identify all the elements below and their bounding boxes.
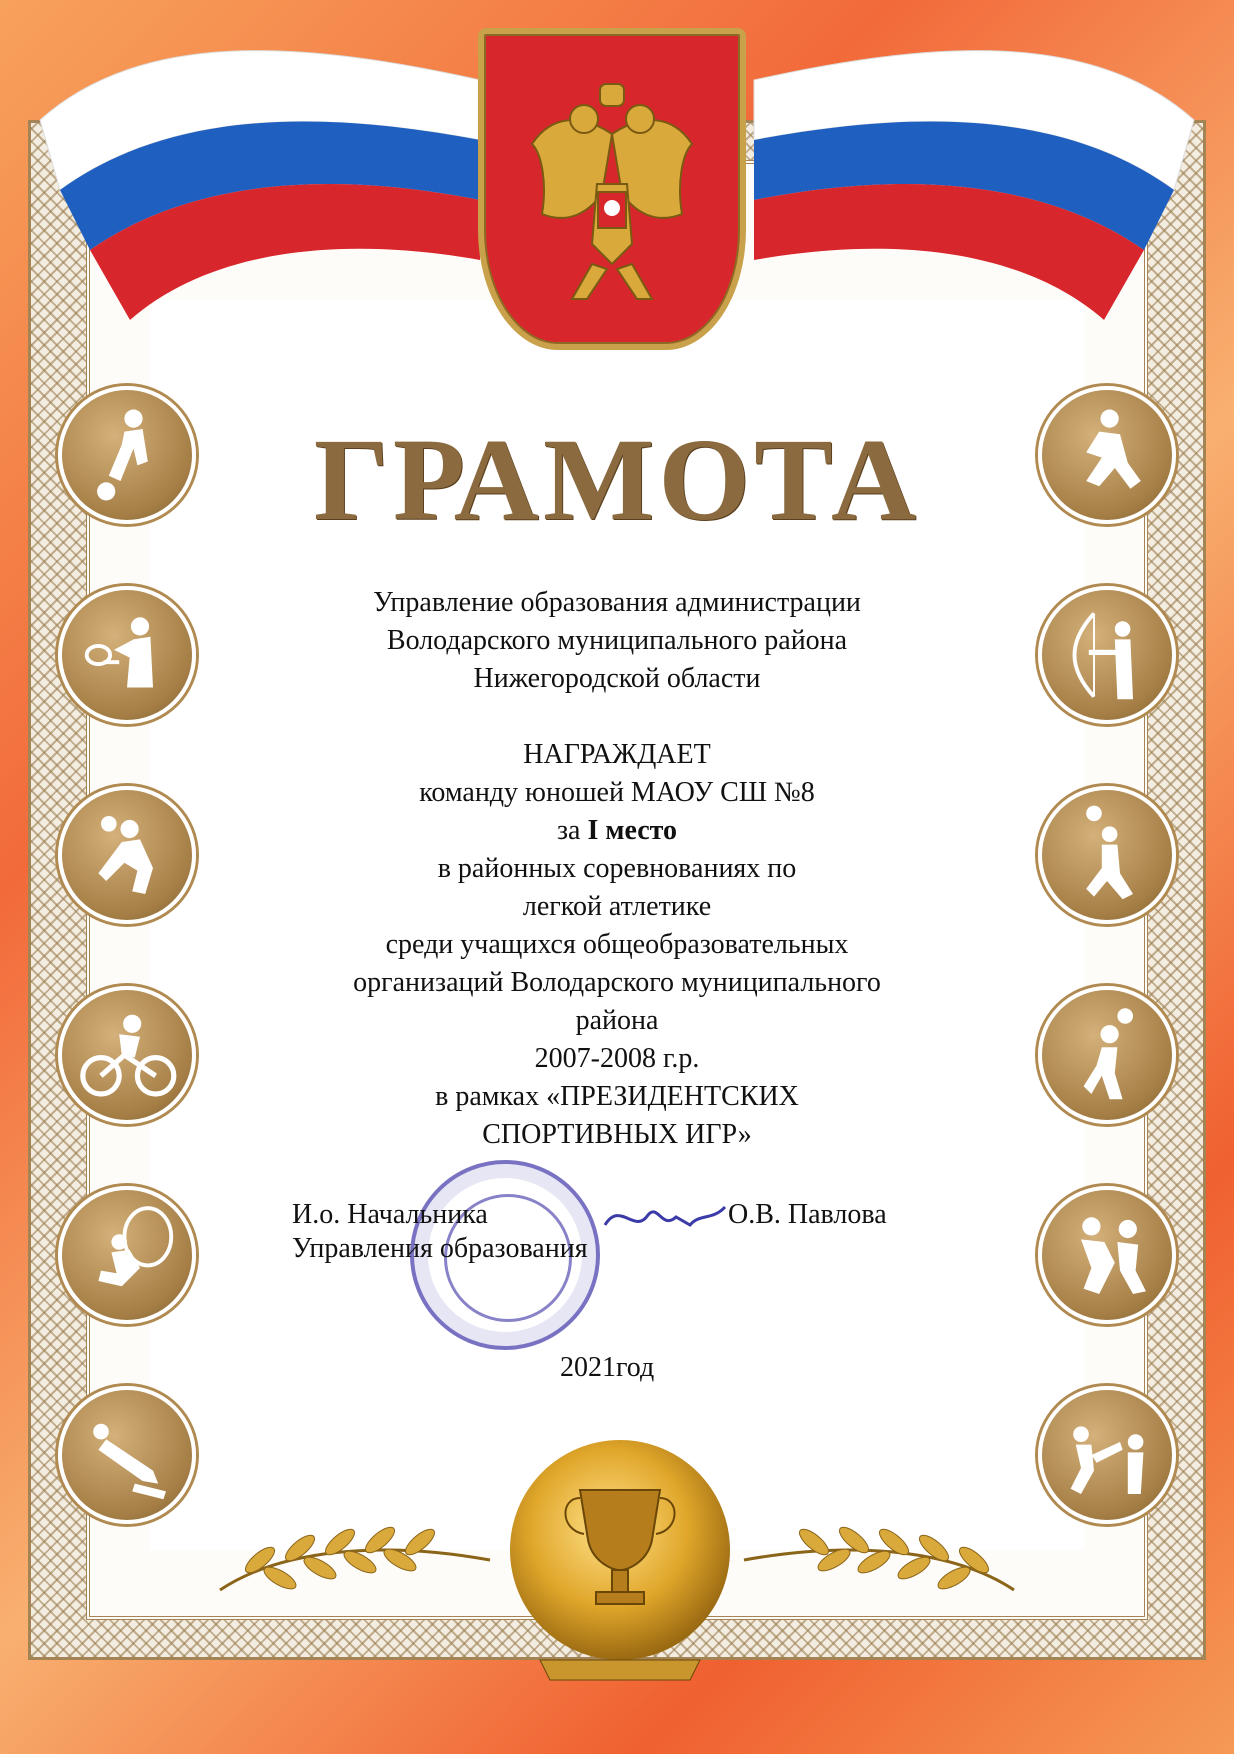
place-value: I место (587, 815, 678, 846)
diving-icon (58, 1386, 196, 1524)
body-line-7: в рамках «ПРЕЗИДЕНТСКИХ (435, 1081, 799, 1112)
body-line-5: района (575, 1005, 659, 1036)
handwritten-signature (600, 1195, 730, 1245)
certificate-title: ГРАМОТА (313, 414, 921, 545)
judo-icon (1038, 1186, 1176, 1324)
body-line-4: организаций Володарского муниципального (353, 967, 881, 998)
body-line-3: среди учащихся общеобразовательных (385, 929, 849, 960)
gymnastics-hoop-icon (58, 1186, 196, 1324)
body-line-6: 2007-2008 г.р. (534, 1043, 700, 1074)
place-prefix: за (556, 815, 588, 846)
issue-year: 2021год (560, 1352, 655, 1383)
body-line-2: легкой атлетике (522, 891, 712, 922)
issuer-line-2: Володарского муниципального района (386, 625, 848, 656)
karate-icon (1038, 1386, 1176, 1524)
laurel-right (734, 1470, 1034, 1610)
issuer-line-1: Управление образования администрации (373, 587, 861, 618)
issuer-line-3: Нижегородской области (473, 663, 761, 694)
coat-of-arms (478, 28, 746, 350)
award-verb: НАГРАЖДАЕТ (523, 739, 711, 770)
double-headed-eagle-icon (512, 74, 712, 304)
signatory-title-line-2: Управления образования (292, 1233, 588, 1264)
recipient: команду юношей МАОУ СШ №8 (419, 777, 815, 808)
signatory-name: О.В. Павлова (728, 1199, 887, 1230)
laurel-left (200, 1470, 500, 1610)
signatory-title (292, 1198, 588, 1266)
body-line-8: СПОРТИВНЫХ ИГР» (482, 1119, 752, 1150)
place-line (0, 814, 1234, 848)
body-line-1: в районных соревнованиях по (437, 853, 797, 884)
signatory-title-line-1: И.о. Начальника (292, 1199, 488, 1230)
trophy-emblem (480, 1430, 760, 1690)
